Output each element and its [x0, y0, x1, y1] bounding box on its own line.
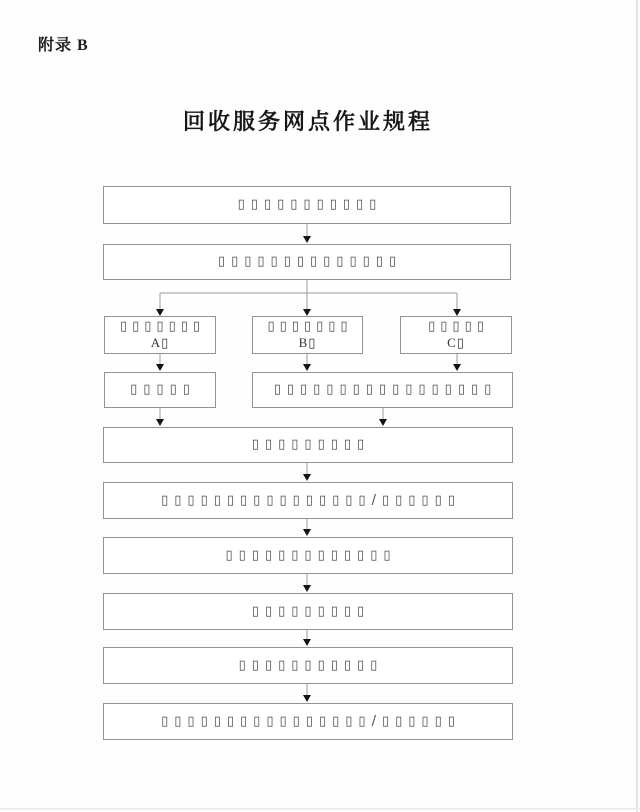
- flow-node-text: ▯▯▯▯▯▯▯▯▯▯▯: [238, 657, 384, 673]
- flow-node-step6: [103, 482, 513, 519]
- branch-label-c: C▯: [447, 335, 465, 350]
- page-edge: [636, 0, 638, 812]
- page-title: 回收服务网点作业规程: [182, 109, 433, 134]
- flow-node-text: ▯▯▯▯▯: [130, 382, 196, 397]
- flow-node-text: ▯▯▯▯▯▯▯▯▯: [251, 437, 371, 452]
- flow-node-step8: [103, 593, 513, 630]
- flow-node-step1: [103, 186, 511, 224]
- flow-node-text: ▯▯▯▯▯▯▯: [119, 319, 206, 334]
- flow-node-step7: [103, 537, 513, 574]
- flow-node-text: ▯▯▯▯▯▯▯▯▯▯▯▯▯▯: [217, 254, 403, 269]
- flow-node-text: ▯▯▯▯▯: [428, 319, 489, 334]
- flow-node-a-next: [104, 372, 216, 408]
- flow-node-text: ▯▯▯▯▯▯▯▯▯▯▯▯▯▯▯▯▯: [273, 382, 498, 397]
- flow-node-branch-a: [104, 316, 216, 354]
- flow-node-text: ▯▯▯▯▯▯▯: [267, 319, 353, 334]
- appendix-label: 附录 B: [38, 37, 89, 54]
- flow-node-text: ▯▯▯▯▯▯▯▯▯▯▯▯▯▯▯▯/▯▯▯▯▯▯: [161, 713, 461, 729]
- branch-label-a: A▯: [150, 335, 170, 350]
- flow-node-merge: [103, 427, 513, 463]
- flow-node-step2: [103, 244, 511, 280]
- flow-node-bc-next: [252, 372, 513, 408]
- flow-node-text: ▯▯▯▯▯▯▯▯▯: [251, 603, 371, 619]
- flow-node-step10: [103, 703, 513, 740]
- flow-node-branch-c: [400, 316, 512, 354]
- flow-node-text: ▯▯▯▯▯▯▯▯▯▯▯▯▯▯▯▯/▯▯▯▯▯▯: [161, 492, 461, 508]
- flow-node-text: ▯▯▯▯▯▯▯▯▯▯▯: [237, 197, 383, 212]
- flow-node-step9: [103, 647, 513, 684]
- flow-node-text: ▯▯▯▯▯▯▯▯▯▯▯▯▯: [225, 547, 397, 563]
- page-edge: [0, 808, 640, 810]
- flow-node-branch-b: [252, 316, 363, 354]
- branch-label-b: B▯: [298, 335, 317, 350]
